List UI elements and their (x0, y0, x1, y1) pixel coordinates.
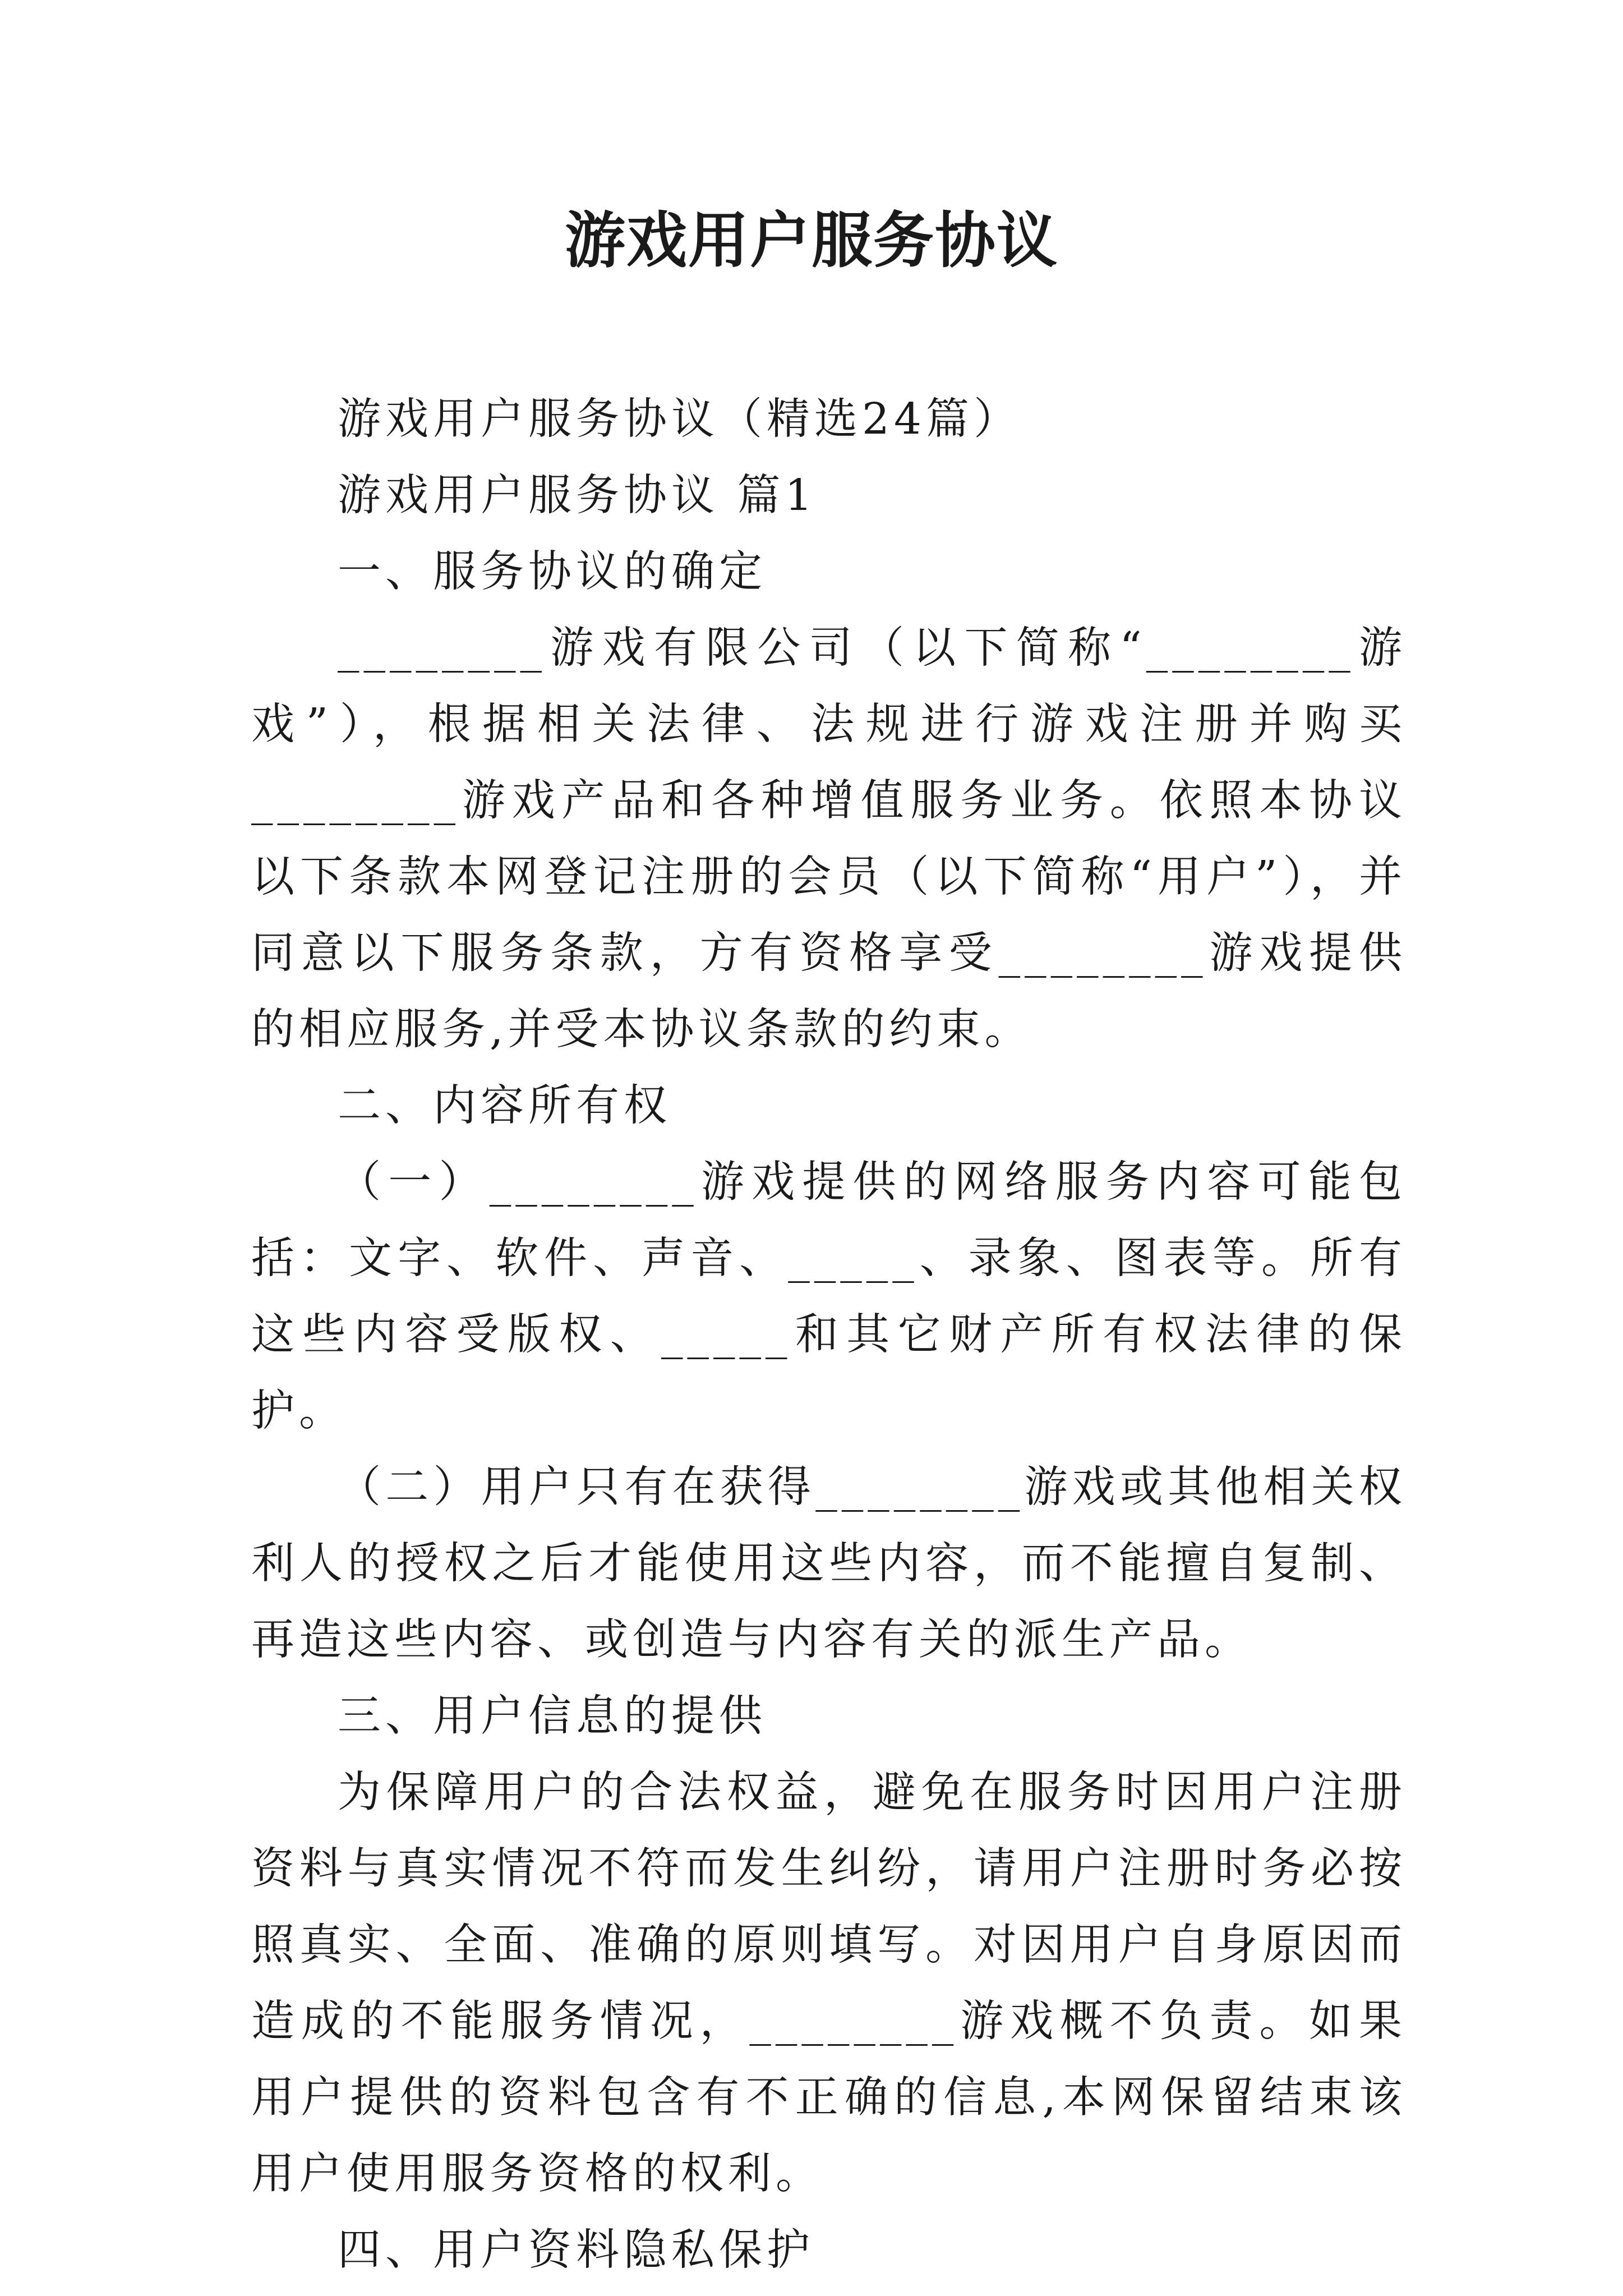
document-body (251, 381, 1407, 2289)
section-heading: 三、用户信息的提供 (338, 1691, 767, 1741)
chapter-heading: 游戏用户服务协议 篇1 (338, 471, 817, 521)
paragraph: （二）用户只有在获得________游戏或其他相关权利人的授权之后才能使用这些内容，而不能擅自复制、再造这些内容、或创造与内容有关的派生产品。 (251, 1462, 1407, 1665)
document-title: 游戏用户服务协议 (564, 206, 1058, 276)
paragraph: 为保障用户的合法权益，避免在服务时因用户注册资料与真实情况不符而发生纠纷，请用户注册时务必按照真实、全面、准确的原则填写。对因用户自身原因而造成的不能服务情况，________游戏概不负责。如果用户提供的资料包含有不正确的信息,本网保留结束该用户使用服务资格的权利。 (251, 1768, 1407, 2199)
section-heading: 一、服务协议的确定 (338, 547, 767, 597)
paragraph: ________游戏有限公司（以下简称“________游戏”），根据相关法律、法规进行游戏注册并购买________游戏产品和各种增值服务业务。依照本协议以下条款本网登记注册的会员（以下简称“用户”），并同意以下服务条款，方有资格享受________游戏提供的相应服务,并受本协议条款的约束。 (251, 623, 1407, 1055)
document-subtitle: 游戏用户服务协议（精选24篇） (338, 394, 1021, 444)
section-heading: 二、内容所有权 (338, 1081, 671, 1131)
section-heading: 四、用户资料隐私保护 (338, 2225, 814, 2275)
paragraph: （一）________游戏提供的网络服务内容可能包括：文字、软件、声音、_____、录象、图表等。所有这些内容受版权、_____和其它财产所有权法律的保护。 (251, 1157, 1407, 1436)
